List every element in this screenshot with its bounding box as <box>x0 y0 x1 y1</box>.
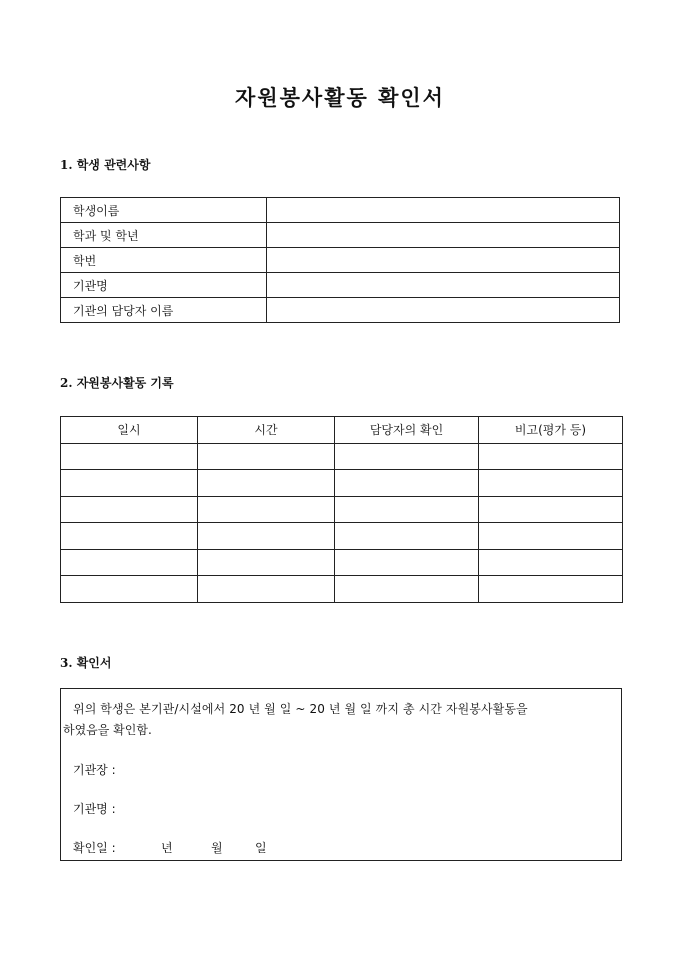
date-month-label: 월 <box>211 841 223 855</box>
confirmation-cell[interactable] <box>335 523 479 550</box>
contact-person-label: 기관의 담당자 이름 <box>61 298 267 323</box>
column-header-confirmation: 담당자의 확인 <box>335 417 479 444</box>
student-info-table <box>60 197 620 323</box>
remarks-cell[interactable] <box>479 470 623 497</box>
hours-cell[interactable] <box>198 443 335 470</box>
student-name-field[interactable] <box>267 198 620 223</box>
date-year-label: 년 <box>161 841 173 855</box>
section-1-heading: 1. 학생 관련사항 <box>60 158 151 172</box>
table-row <box>61 273 620 298</box>
table-row <box>61 443 623 470</box>
date-cell[interactable] <box>61 523 198 550</box>
confirmation-date-label: 확인일 : <box>73 841 116 855</box>
column-header-remarks: 비고(평가 등) <box>479 417 623 444</box>
confirmation-cell[interactable] <box>335 549 479 576</box>
organization-name-label: 기관명 : <box>73 802 116 816</box>
date-cell[interactable] <box>61 576 198 603</box>
student-name-label: 학생이름 <box>61 198 267 223</box>
table-row <box>61 496 623 523</box>
confirmation-statement-line-1: 위의 학생은 본기관/시설에서 20 년 월 일 ~ 20 년 월 일 까지 총 시간 자원봉사활동을 <box>73 702 528 716</box>
table-row <box>61 523 623 550</box>
hours-cell[interactable] <box>198 576 335 603</box>
column-header-date: 일시 <box>61 417 198 444</box>
confirmation-cell[interactable] <box>335 443 479 470</box>
hours-cell[interactable] <box>198 470 335 497</box>
student-id-label: 학번 <box>61 248 267 273</box>
hours-cell[interactable] <box>198 523 335 550</box>
table-row <box>61 223 620 248</box>
contact-person-field[interactable] <box>267 298 620 323</box>
table-row <box>61 576 623 603</box>
department-year-field[interactable] <box>267 223 620 248</box>
date-cell[interactable] <box>61 470 198 497</box>
head-of-organization-label: 기관장 : <box>73 763 116 777</box>
date-cell[interactable] <box>61 443 198 470</box>
remarks-cell[interactable] <box>479 496 623 523</box>
table-row <box>61 248 620 273</box>
confirmation-box <box>60 688 622 861</box>
department-year-label: 학과 및 학년 <box>61 223 267 248</box>
confirmation-statement-line-2: 하였음을 확인함. <box>63 723 152 737</box>
table-row <box>61 298 620 323</box>
hours-cell[interactable] <box>198 496 335 523</box>
section-2-heading: 2. 자원봉사활동 기록 <box>60 376 174 390</box>
student-id-field[interactable] <box>267 248 620 273</box>
confirmation-cell[interactable] <box>335 470 479 497</box>
table-row <box>61 198 620 223</box>
hours-cell[interactable] <box>198 549 335 576</box>
remarks-cell[interactable] <box>479 523 623 550</box>
remarks-cell[interactable] <box>479 443 623 470</box>
date-cell[interactable] <box>61 496 198 523</box>
date-day-label: 일 <box>255 841 267 855</box>
confirmation-cell[interactable] <box>335 576 479 603</box>
table-row <box>61 549 623 576</box>
date-cell[interactable] <box>61 549 198 576</box>
confirmation-cell[interactable] <box>335 496 479 523</box>
table-row <box>61 470 623 497</box>
organization-name-field[interactable] <box>267 273 620 298</box>
table-header-row <box>61 417 623 444</box>
section-3-heading: 3. 확인서 <box>60 656 112 670</box>
activity-record-table <box>60 416 623 603</box>
document-title: 자원봉사활동 확인서 <box>235 85 445 110</box>
remarks-cell[interactable] <box>479 549 623 576</box>
organization-name-label: 기관명 <box>61 273 267 298</box>
column-header-hours: 시간 <box>198 417 335 444</box>
remarks-cell[interactable] <box>479 576 623 603</box>
